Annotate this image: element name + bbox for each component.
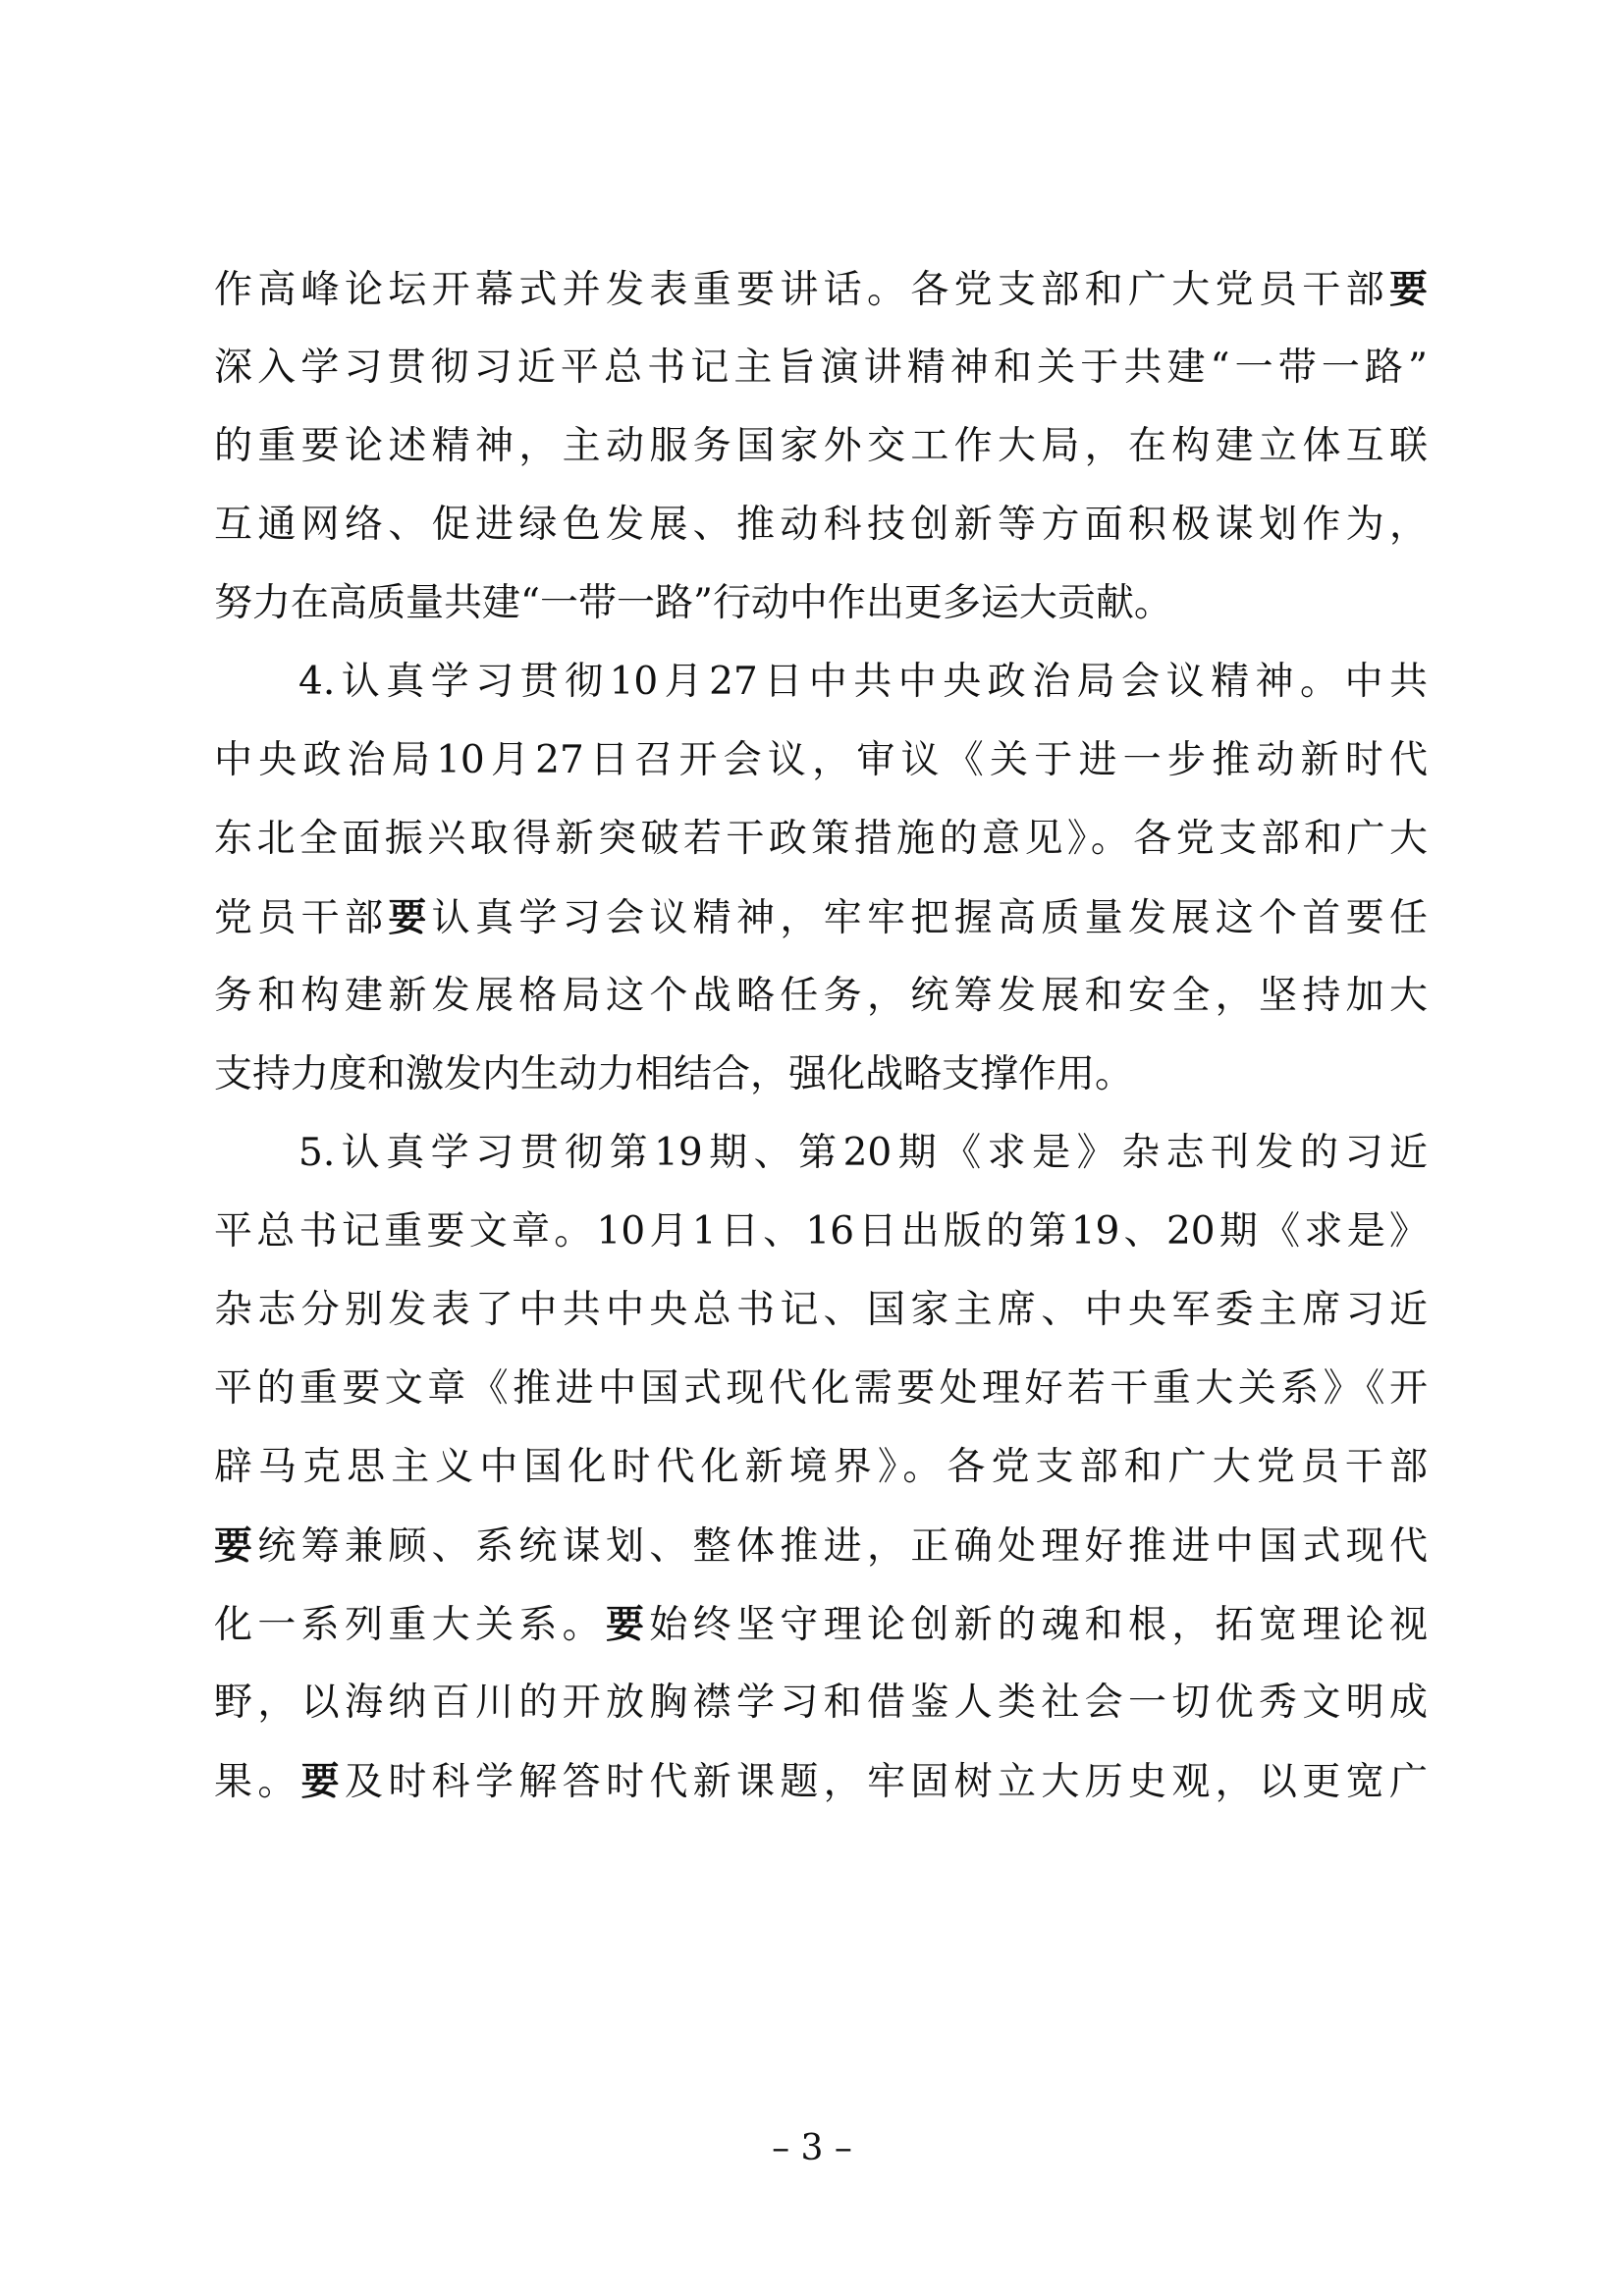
text-line: 野，以海纳百川的开放胸襟学习和借鉴人类社会一切优秀文明成 [214,1681,1428,1725]
text-span: 化一系列重大关系。 [214,1603,606,1647]
text-line: 务和构建新发展格局这个战略任务，统筹发展和安全，坚持加大 [214,974,1428,1018]
text-line: 深入学习贯彻习近平总书记主旨演讲精神和关于共建“一带一路” [214,346,1428,390]
text-line: 的重要论述精神，主动服务国家外交工作大局，在构建立体互联 [214,424,1428,468]
text-line: 努力在高质量共建“一带一路”行动中作出更多运大贡献。 [214,581,1172,625]
text-line [214,1507,1428,1585]
text-span: 统筹兼顾、系统谋划、整体推进，正确处理好推进中国式现代 [257,1524,1428,1569]
text-line [214,879,1428,957]
text-line: 互通网络、促进绿色发展、推动科技创新等方面积极谋划作为， [214,503,1428,547]
text-span: 党员干部 [214,896,389,940]
text-line [214,250,1428,329]
text-line: 辟马克思主义中国化时代化新境界》。各党支部和广大党员干部 [214,1445,1428,1489]
text-line: 东北全面振兴取得新突破若干政策措施的意见》。各党支部和广大 [214,817,1428,861]
text-line [214,1585,1428,1664]
text-line: 杂志分别发表了中共中央总书记、国家主席、中央军委主席习近 [214,1288,1428,1332]
body-text [214,250,1428,1821]
text-line [214,1742,1428,1821]
bold-span: 要 [300,1759,346,1804]
bold-span: 要 [388,895,432,940]
text-line: 支持力度和激发内生动力相结合，强化战略支撑作用。 [214,1052,1134,1096]
text-span: 及时科学解答时代新课题，牢固树立大历史观，以更宽广 [345,1760,1428,1804]
bold-span: 要 [1388,267,1428,312]
text-line: 中央政治局10月27日召开会议，审议《关于进一步推动新时代 [214,738,1428,782]
text-line: 平总书记重要文章。10月1日、16日出版的第19、20期《求是》 [214,1209,1428,1254]
text-line: 5.认真学习贯彻第19期、第20期《求是》杂志刊发的习近 [298,1131,1428,1175]
text-line: 平的重要文章《推进中国式现代化需要处理好若干重大关系》《开 [214,1366,1428,1411]
text-line: 4.认真学习贯彻10月27日中共中央政治局会议精神。中共 [298,660,1428,704]
bold-span: 要 [606,1602,650,1647]
text-span: 果。 [214,1760,301,1804]
text-span: 认真学习会议精神，牢牢把握高质量发展这个首要任 [431,896,1428,940]
text-span: 始终坚守理论创新的魂和根，拓宽理论视 [649,1603,1428,1647]
page-number: – 3 – [772,2128,852,2168]
bold-span: 要 [214,1523,258,1569]
text-span: 作高峰论坛开幕式并发表重要讲话。各党支部和广大党员干部 [214,268,1389,312]
